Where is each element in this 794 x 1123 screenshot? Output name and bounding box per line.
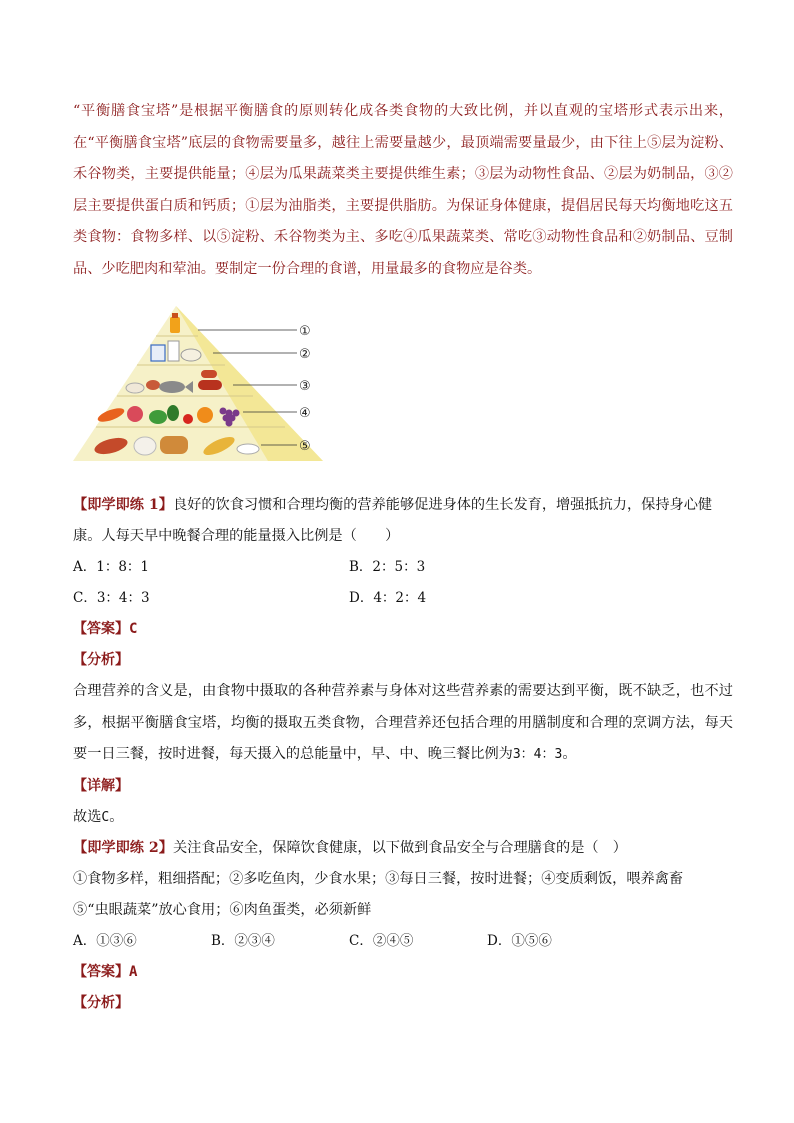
food-pyramid-figure [73,303,325,468]
analysis-body: 合理营养的含义是，由食物中摄取的各种营养素与身体对这些营养素的需要达到平衡，既不缺乏，也不过多，根据平衡膳食宝塔，均衡的摄取五类食物，合理营养还包括合理的用膳制度和合理的烹调方法，每天要一日三餐，按时进餐，每天摄入的总能量中，早、中、晚三餐比例为 [73,683,733,762]
answer-value: A [129,964,138,980]
answer-2 [73,957,733,988]
question-2-options [73,926,733,957]
detail-choice: C [101,809,110,825]
grapes-icon [220,408,227,415]
option-d: D．①⑤⑥ [487,933,552,949]
tier-label-4: ④ [299,406,311,421]
fish-icon [159,381,185,393]
tier-label-3: ③ [299,379,311,394]
analysis-end: 。 [562,746,577,762]
oil-bottle-icon [170,317,180,333]
milk-glass-icon [168,341,179,361]
analysis-1-text [73,676,733,771]
food-pyramid-illustration [73,303,325,468]
option-a: A．1：8：1 [73,559,150,575]
bread-icon [160,436,188,454]
answer-label: 【答案】 [73,621,129,637]
question-1-options [73,552,733,614]
analysis-ratio: 3：4：3 [512,747,563,762]
answer-label: 【答案】 [73,964,129,980]
question-2 [73,833,733,864]
tomato-icon [183,414,193,424]
rice-bowl-icon [237,444,259,454]
orange-icon [197,407,213,423]
onion-icon [127,406,143,422]
option-c: C．3：4：3 [73,590,150,606]
milk-carton-icon [151,345,165,361]
question-1 [73,490,733,552]
sausage-icon [198,380,222,390]
tier-label-2: ② [299,347,311,362]
bowl-icon [181,349,201,361]
option-b: B．2：5：3 [349,559,426,575]
option-a: A．①③⑥ [73,933,137,949]
detail-end: 。 [109,808,124,825]
question-2-statements-2: ⑤“虫眼蔬菜”放心食用；⑥肉鱼蛋类，必须新鲜 [73,902,372,918]
analysis-1-label: 【分析】 [73,652,129,668]
option-d: D．4：2：4 [349,590,427,606]
steamed-bun-icon [134,437,156,455]
question-2-tag: 【即学即练 2】 [73,840,173,856]
detail-1-text [73,802,733,834]
cucumber-icon [149,410,167,424]
answer-1 [73,614,733,645]
detail-body: 故选 [73,808,102,825]
question-2-statements-1: ①食物多样，粗细搭配；②多吃鱼肉，少食水果；③每日三餐，按时进餐；④变质剩饭，喂养禽畜 [73,871,684,887]
tier-label-5: ⑤ [299,439,311,454]
option-c: C．②④⑤ [349,933,414,949]
question-1-text: 良好的饮食习惯和合理均衡的营养能够促进身体的生长发育，增强抵抗力，保持身心健康。人每天早中晚餐合理的能量摄入比例是（ ） [73,497,713,544]
question-1-tag: 【即学即练 1】 [73,497,173,513]
answer-value: C [129,621,138,637]
question-2-text: 关注食品安全，保障饮食健康，以下做到食品安全与合理膳食的是（ ） [172,840,627,856]
option-b: B．②③④ [211,933,275,949]
intro-paragraph: “平衡膳食宝塔”是根据平衡膳食的原则转化成各类食物的大致比例，并以直观的宝塔形式表示出来，在“平衡膳食宝塔”底层的食物需要量多，越往上需要量越少，最顶端需要量最少，由下往上⑤层为淀粉、禾谷物类，主要提供能量；④层为瓜果蔬菜类主要提供维生素；③层为动物性食品、②层为奶制品，③②层主要提供蛋白质和钙质；①层为油脂类，主要提供脂肪。为保证身体健康，提倡居民每天均衡地吃这五类食物：食物多样、以⑤淀粉、禾谷物类为主、多吃④瓜果蔬菜类、常吃③动物性食品和②奶制品、豆制品、少吃肥肉和荤油。要制定一份合理的食谱，用量最多的食物应是谷类。 [73,103,733,277]
analysis-2-label: 【分析】 [73,995,129,1011]
tier-label-1: ① [299,324,311,339]
document-page [73,96,733,1019]
detail-1-label: 【详解】 [73,777,129,794]
